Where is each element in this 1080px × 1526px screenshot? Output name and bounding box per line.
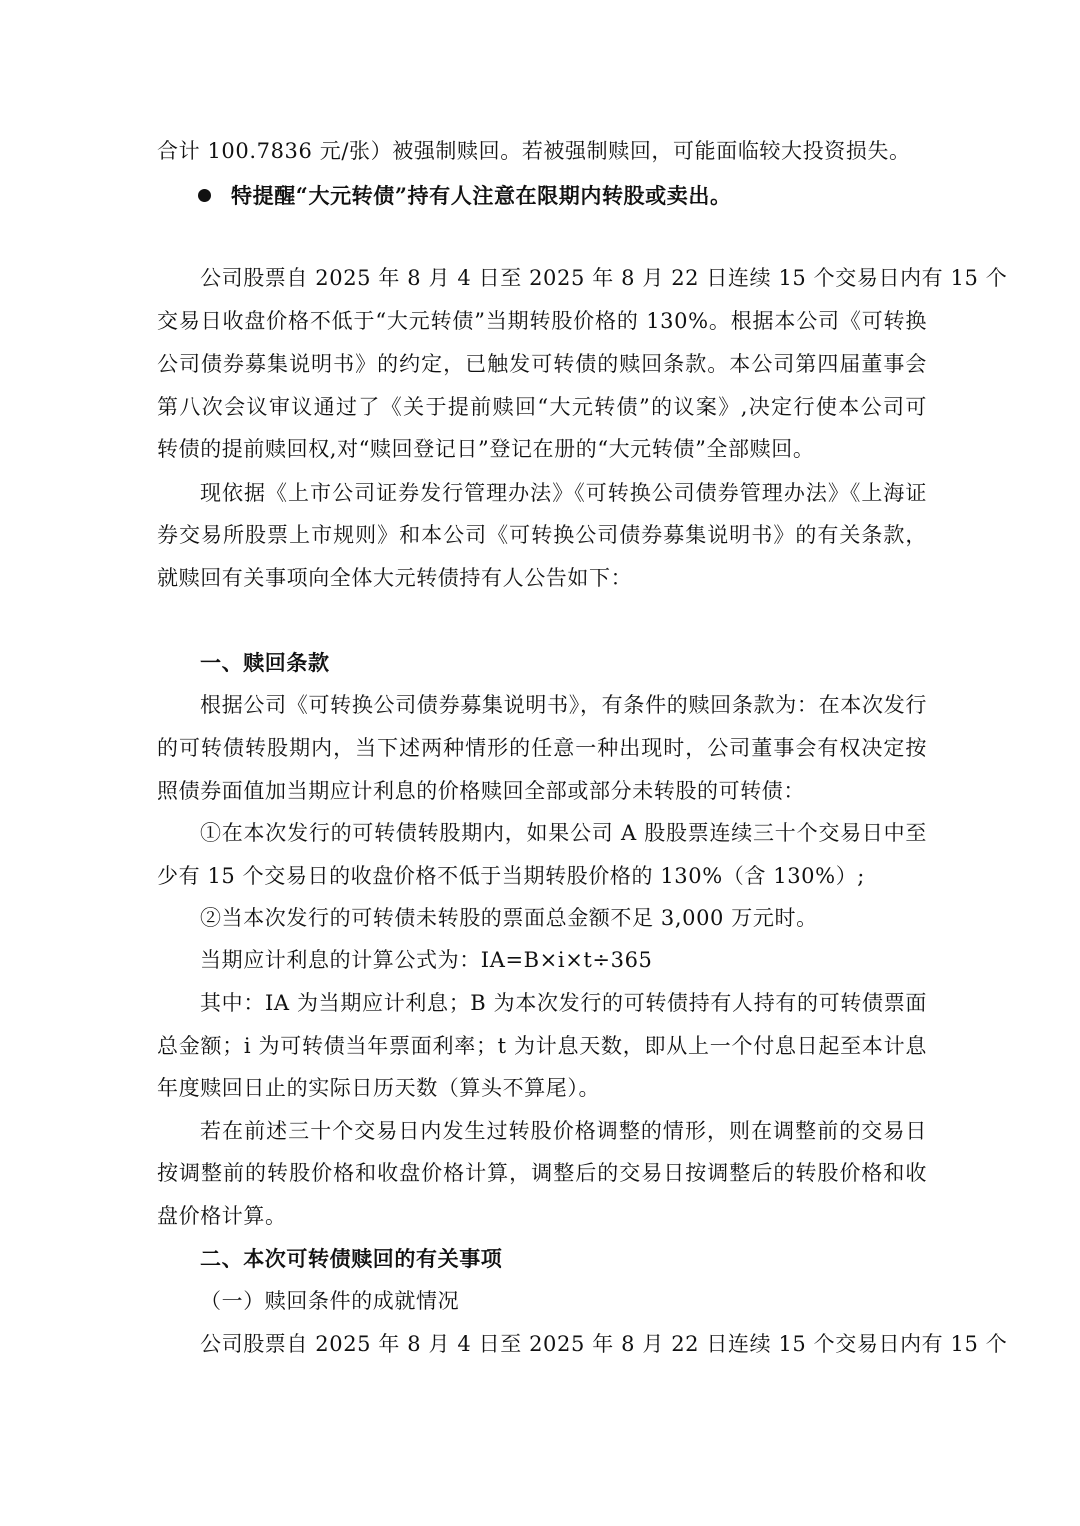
paragraph-line: 少有 15 个交易日的收盘价格不低于当期转股价格的 130%（含 130%）; <box>157 864 865 888</box>
paragraph-line: 转债的提前赎回权,对“赎回登记日”登记在册的“大元转债”全部赎回。 <box>157 437 815 461</box>
section-heading-redemption-terms: 一、赎回条款 <box>200 650 330 675</box>
subsection-heading: （一）赎回条件的成就情况 <box>200 1289 460 1313</box>
paragraph-line: 总金额；i 为可转债当年票面利率；t 为计息天数，即从上一个付息日起至本计息 <box>157 1034 927 1058</box>
paragraph-line: 若在前述三十个交易日内发生过转股价格调整的情形，则在调整前的交易日 <box>200 1119 927 1143</box>
paragraph-line: 其中：IA 为当期应计利息；B 为本次发行的可转债持有人持有的可转债票面 <box>200 991 927 1015</box>
paragraph-line: 的可转债转股期内，当下述两种情形的任意一种出现时，公司董事会有权决定按 <box>157 736 927 760</box>
paragraph-line: 现依据《上市公司证券发行管理办法》《可转换公司债券管理办法》《上海证 <box>200 481 927 505</box>
bullet-icon <box>198 189 211 202</box>
paragraph-line: ①在本次发行的可转债转股期内，如果公司 A 股股票连续三十个交易日中至 <box>200 821 927 845</box>
paragraph-line: 就赎回有关事项向全体大元转债持有人公告如下： <box>157 566 633 590</box>
reminder-text: 特提醒“大元转债”持有人注意在限期内转股或卖出。 <box>231 183 732 208</box>
paragraph-line: 交易日收盘价格不低于“大元转债”当期转股价格的 130%。根据本公司《可转换 <box>157 309 927 333</box>
reminder-bullet <box>198 180 732 210</box>
formula-line: 当期应计利息的计算公式为：IA=B×i×t÷365 <box>200 948 653 972</box>
paragraph-line: 按调整前的转股价格和收盘价格计算，调整后的交易日按调整后的转股价格和收 <box>157 1161 927 1185</box>
section-heading-redemption-matters: 二、本次可转债赎回的有关事项 <box>200 1246 503 1271</box>
paragraph-line: 公司债券募集说明书》的约定，已触发可转债的赎回条款。本公司第四届董事会 <box>157 352 927 376</box>
paragraph-line: 照债券面值加当期应计利息的价格赎回全部或部分未转股的可转债： <box>157 779 805 803</box>
intro-tail-line: 合计 100.7836 元/张）被强制赎回。若被强制赎回，可能面临较大投资损失。 <box>157 139 911 163</box>
paragraph-line: ②当本次发行的可转债未转股的票面总金额不足 3,000 万元时。 <box>200 906 818 930</box>
paragraph-line: 券交易所股票上市规则》和本公司《可转换公司债券募集说明书》的有关条款， <box>157 523 927 547</box>
paragraph-line: 盘价格计算。 <box>157 1204 287 1228</box>
paragraph-line: 年度赎回日止的实际日历天数（算头不算尾）。 <box>157 1076 601 1100</box>
paragraph-line: 第八次会议审议通过了《关于提前赎回“大元转债”的议案》,决定行使本公司可 <box>157 395 927 419</box>
paragraph-line: 根据公司《可转换公司债券募集说明书》，有条件的赎回条款为：在本次发行 <box>200 693 927 717</box>
paragraph-line: 公司股票自 2025 年 8 月 4 日至 2025 年 8 月 22 日连续 15 个交易日内有 15 个 <box>200 266 1008 290</box>
paragraph-line: 公司股票自 2025 年 8 月 4 日至 2025 年 8 月 22 日连续 15 个交易日内有 15 个 <box>200 1332 1008 1356</box>
